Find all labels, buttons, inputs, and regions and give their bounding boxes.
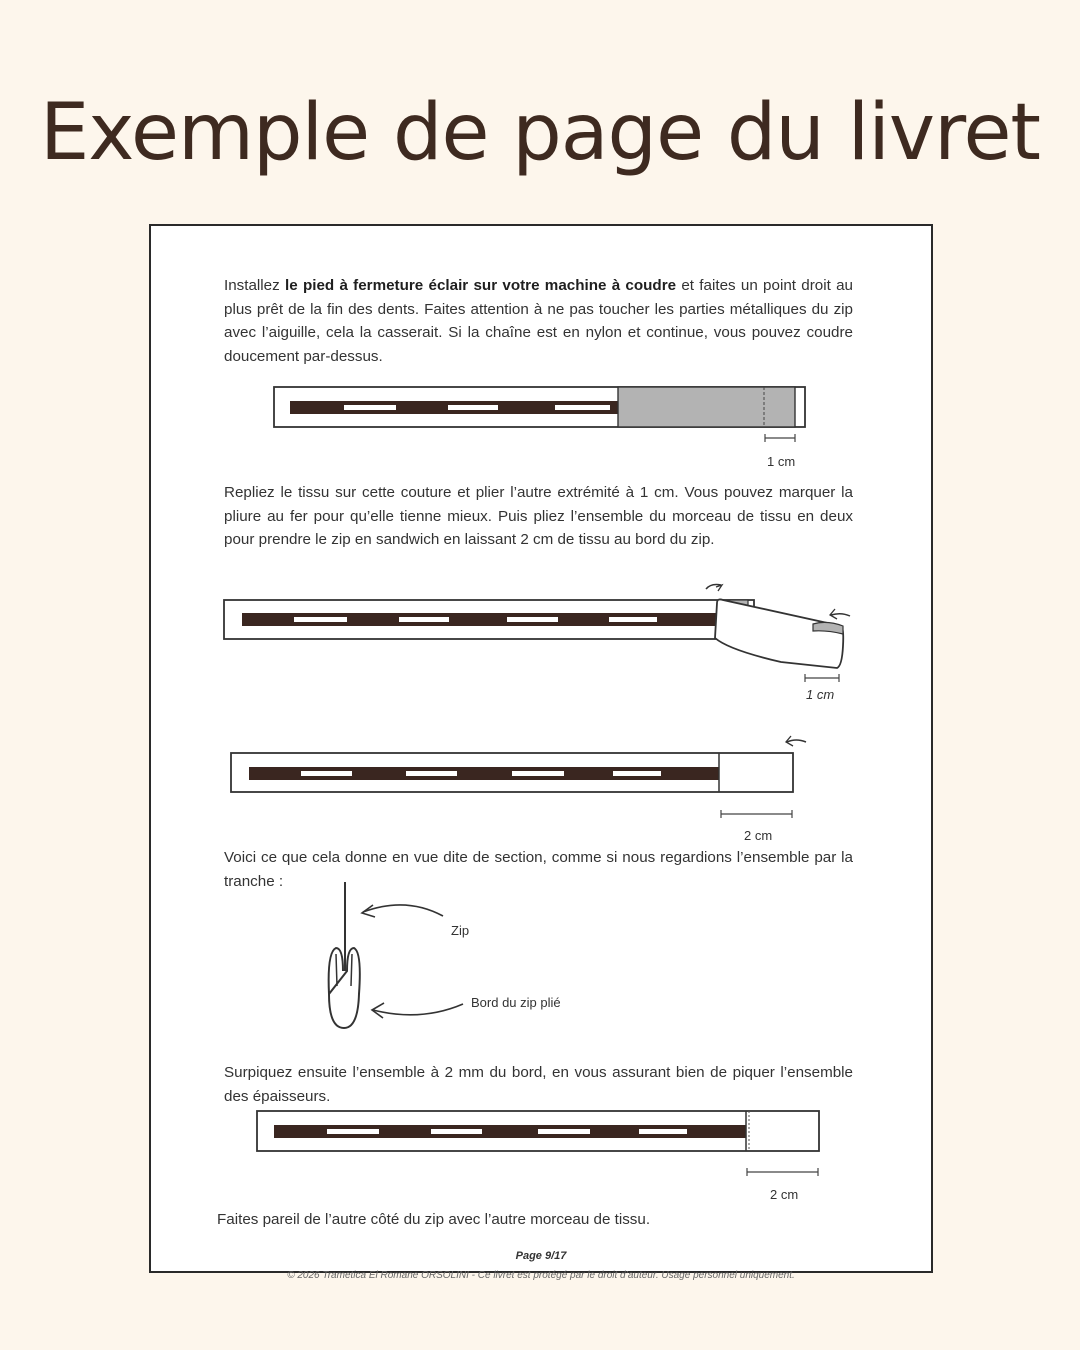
- label-folded-edge: Bord du zip plié: [471, 995, 561, 1010]
- measure-label-1cm: 1 cm: [806, 687, 835, 702]
- measure-label-2cm: 2 cm: [744, 828, 773, 843]
- paragraph-1-emphasis: le pied à fermeture éclair sur votre machine à coudre: [285, 277, 677, 294]
- measure-label-1cm: 1 cm: [767, 454, 796, 469]
- booklet-page: [149, 224, 933, 1281]
- instruction-paragraph-5: Faites pareil de l’autre côté du zip avec l’autre morceau de tissu.: [217, 1211, 651, 1228]
- page-number: Page 9/17: [515, 1250, 567, 1262]
- measure-label-2cm: 2 cm: [770, 1187, 799, 1202]
- instruction-paragraph-2: Repliez le tissu sur cette couture et plier l’autre extrémité à 1 cm. Vous pouvez marquer la pliure au fer pour qu’elle tienne mieux. Puis pliez l’ensemble du morceau de tissu en deux pour prendre le zip en sandwich en laissant 2 cm de tissu au bord du zip.: [224, 484, 853, 548]
- instruction-paragraph-3: Voici ce que cela donne en vue dite de section, comme si nous regardions l’ensemble par la tranche :: [224, 849, 853, 890]
- copyright-notice: © 2026 Trametica El Romane ORSOLINI - Ce livret est protégé par le droit d’auteur. Usage personnel uniquement.: [287, 1270, 795, 1281]
- paragraph-1-intro: Installez: [224, 277, 285, 294]
- instruction-paragraph-4: Surpiquez ensuite l’ensemble à 2 mm du bord, en vous assurant bien de piquer l’ensemble des épaisseurs.: [224, 1064, 853, 1105]
- label-zip: Zip: [451, 923, 470, 938]
- paragraph-1-rest: et faites un point droit au plus prêt de la fin des dents. Faites attention à ne pas toucher les parties métalliques du zip avec l’aiguille, cela la casserait. Si la chaîne est en nylon et continue, vous pouvez coudre doucement par-dessus.: [224, 277, 853, 365]
- page-headline: Exemple de page du livret: [39, 88, 1041, 178]
- figure-topstitch: [151, 226, 931, 1271]
